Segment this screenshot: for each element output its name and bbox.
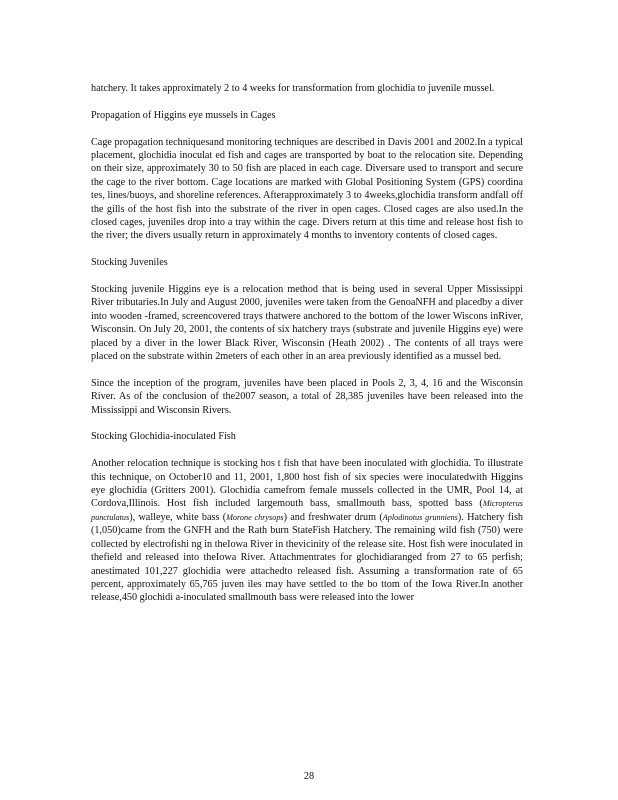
species-name-white-bass: Morone chrysops [226,512,284,522]
spacer [91,122,523,135]
glochidia-text-3: ) and freshwater drum ( [283,511,383,523]
spacer [91,363,523,376]
page-number: 28 [303,771,315,782]
glochidia-text-1: Another relocation technique is stocking hos t fish that have been inoculated with glochidia. To illustrate this technique, on October10 and 11, 2001, 1,800 host fish of six species were inoculatedwith Higgins eye glochidia (Gritters 2001). Glochidia camefrom female mussels collected in the UMR, Pool 14, at Cordova,Illinois. Host fish included largemouth bass, smallmouth bass, spotted bass ( [91,458,523,510]
spacer [91,95,523,108]
section-heading-juveniles: Stocking Juveniles [91,257,168,269]
spacer [91,270,523,283]
juveniles-paragraph-2: Since the inception of the program, juveniles have been placed in Pools 2, 3, 4, 16 and the Wisconsin River. As of the conclusion of the2007 season, a total of 28,385 juveniles have been released into the Mississippi and Wisconsin Rivers. [91,377,523,416]
section-heading-glochidia: Stocking Glochidia-inoculated Fish [91,431,236,443]
juveniles-paragraph-1: Stocking juvenile Higgins eye is a relocation method that is being used in several Upper Mississippi River tributaries.In July and August 2000, juveniles were taken from the GenoaNFH and placedby a diver into wooden -framed, screencovered trays thatwere anchored to the bottom of the lower Wiscons inRiver, Wisconsin. On July 20, 2001, the contents of six hatchery trays (substrate and juvenile Higgins eye) were placed by a diver in the lower Black River, Wisconsin (Heath 2002) . The contents of all trays were placed on the substrate within 2meters of each other in an area previously identified as a mussel bed. [91,284,523,363]
intro-paragraph: hatchery. It takes approximately 2 to 4 weeks for transformation from glochidia to juvenile mussel. [91,83,495,94]
species-name-spotted-bass: Micropterus punctulatus [91,499,523,522]
section-heading-cages: Propagation of Higgins eye mussels in Cages [91,109,276,121]
spacer [91,243,523,256]
glochidia-paragraph [91,457,523,604]
spacer [91,444,523,457]
cages-paragraph: Cage propagation techniquesand monitoring techniques are described in Davis 2001 and 2002.In a typical placement, glochidia inoculat ed fish and cages are transported by boat to the relocation site. Depending on their size, approximately 30 to 50 fish are placed in each cage. Diversare used to transport and secure the cage to the river bottom. Cage locations are marked with Global Positioning System (GPS) coordina tes, lines/buoys, and shoreline references. Afterapproximately 3 to 4weeks,glochidia transform andfall off the gills of the host fish into the substrate of the river in open cages. Closed cages are also used.In the closed cages, juveniles drop into a tray within the cage. Divers return at this time and release host fish to the river; the divers usually return in approximately 4 months to inventory contents of closed cages. [91,136,523,242]
body-text [91,82,523,605]
glochidia-text-4: ). Hatchery fish (1,050)came from the GNFH and the Rath burn StateFish Hatchery. The remaining wild fish (750) were collected by electrofishi ng in theIowa River in thevicinity of the release site. Host fish were inoculated in thefield and released into theIowa River. Attachmentrates for glochidiaranged from 27 to 65 perfish; anestimated 101,227 glochidia were attachedto released fish. Assuming a transformation rate of 65 percent, approximately 65,765 juven iles may have settled to the bo ttom of the Iowa River.In another release,450 glochidi a-inoculated smallmouth bass were released into the lower [91,511,523,604]
spacer [91,417,523,430]
species-name-freshwater-drum: Aplodinotus grunniens [382,512,458,522]
glochidia-text-2: ), walleye, white bass ( [129,511,227,523]
